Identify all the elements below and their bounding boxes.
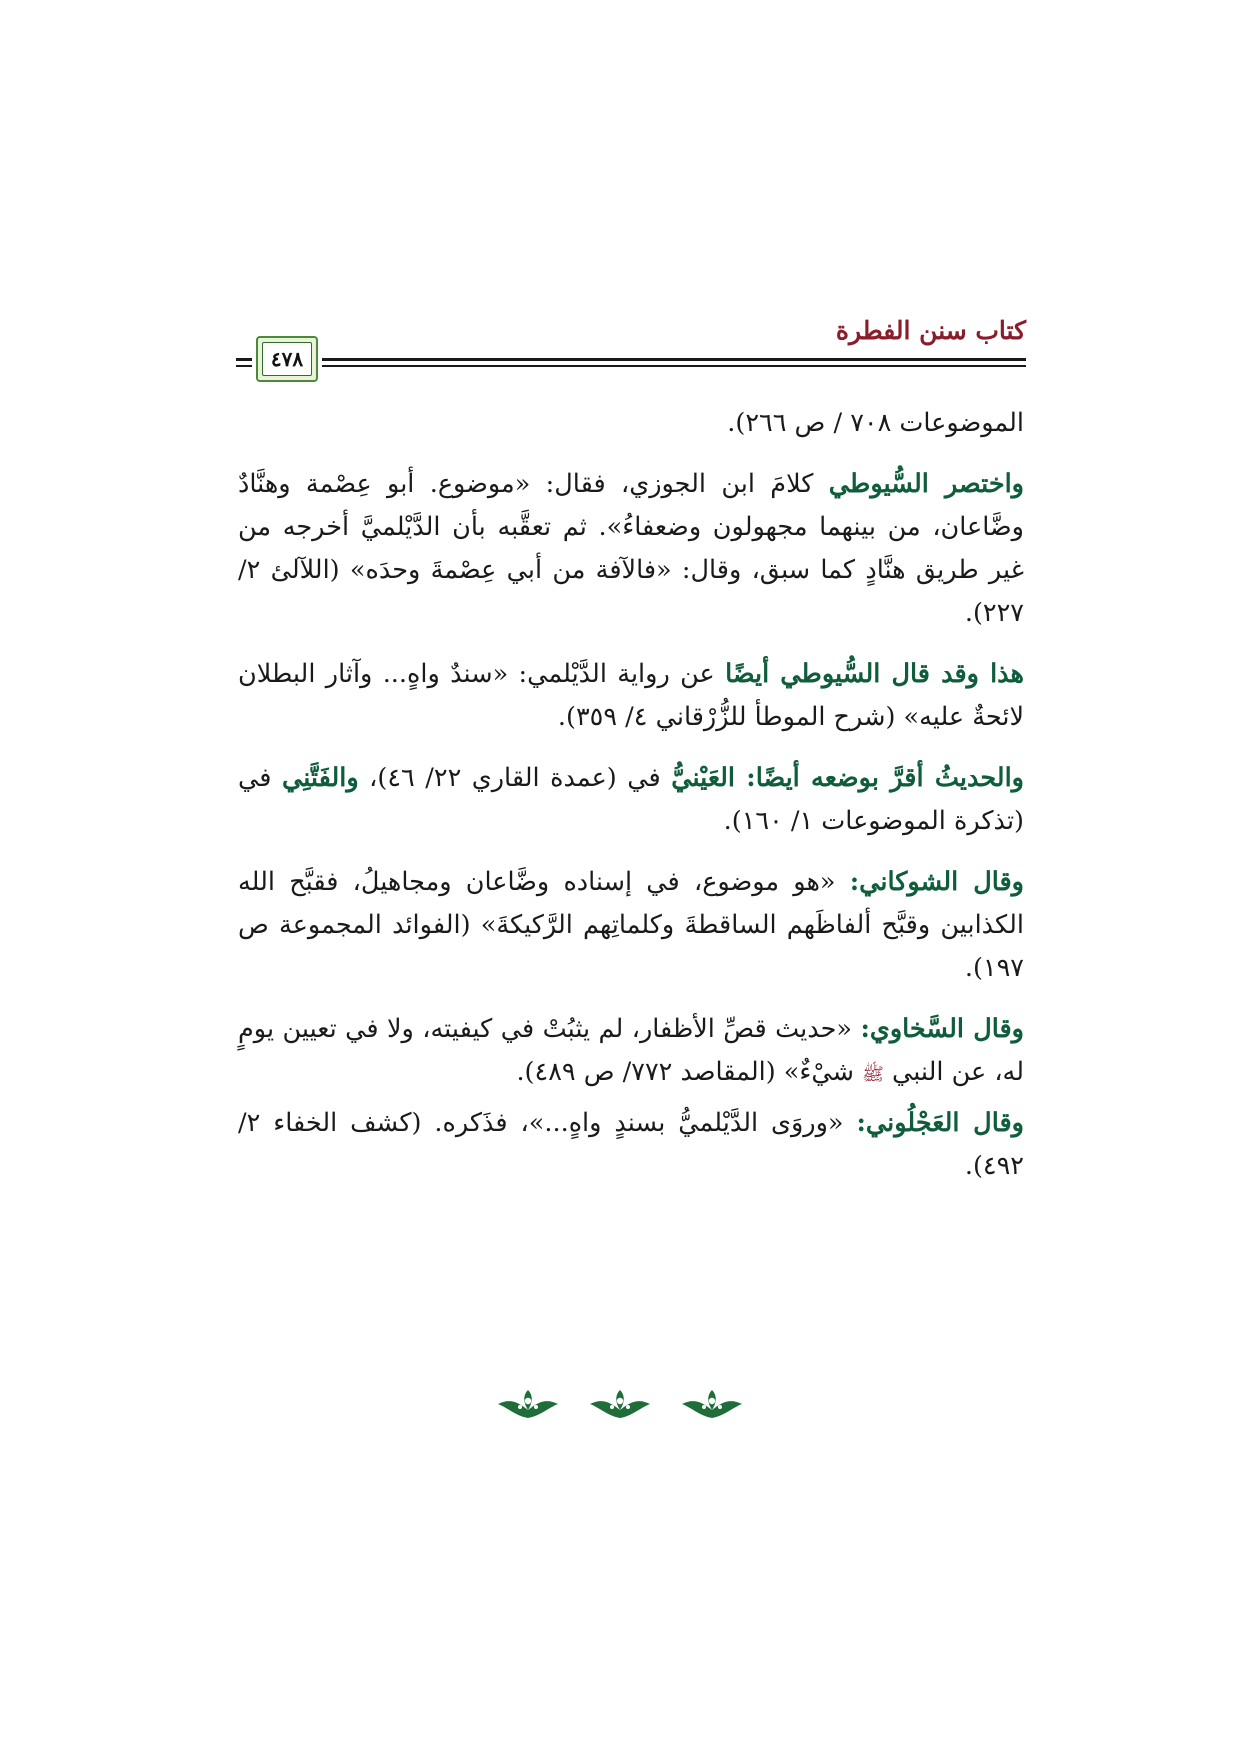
book-title: كتاب سنن الفطرة xyxy=(835,316,1026,345)
page-number-badge xyxy=(256,336,318,382)
floral-ornament-icon xyxy=(680,1388,744,1422)
section-divider xyxy=(0,1388,1240,1422)
text-run: «هو موضوع، في إسناده وضَّاعان ومجاهيلُ، فقبَّح الله الكذابين وقبَّح ألفاظَهم الساقطةَ وكلماتِهم الرَّكيكةَ» (الفوائد المجموعة ص ١٩٧). xyxy=(238,867,1024,983)
scholar-name: واختصر السُّيوطي xyxy=(828,469,1024,499)
scholar-name: والفَتَّنِي xyxy=(281,763,359,793)
text-run: «حديث قصِّ الأظفار، لم يثبُتْ في كيفيته، ولا في تعيين يومٍ له، عن النبي xyxy=(238,1014,1024,1087)
header-rule-stub-thick xyxy=(236,358,252,361)
header-rule-thick xyxy=(322,358,1026,361)
floral-ornament-icon xyxy=(496,1388,560,1422)
scholar-name: وقال السَّخاوي: xyxy=(860,1014,1024,1044)
scholar-name: وقال الشوكاني: xyxy=(849,867,1024,897)
page-body xyxy=(238,402,1024,1206)
salawat-honorific: ﷺ xyxy=(862,1064,884,1085)
paragraph xyxy=(238,653,1024,739)
paragraph xyxy=(238,861,1024,990)
paragraph xyxy=(238,402,1024,445)
header-rule-stub-thin xyxy=(236,365,252,367)
page-number: ٤٧٨ xyxy=(262,342,312,376)
text-run: كلامَ ابن الجوزي، فقال: «موضوع. أبو عِصْمة وهنَّادٌ وضَّاعان، من بينهما مجهولون وضعفاءُ». ثم تعقَّبه بأن الدَّيْلميَّ أخرجه من غير طريق هنَّادٍ كما سبق، وقال: «فالآفة من أبي عِصْمةَ وحدَه» (اللآلئ ٢/ ٢٢٧). xyxy=(238,469,1024,628)
text-run: في (عمدة القاري ٢٢/ ٤٦)، xyxy=(358,763,672,793)
text-run: شيْءٌ» (المقاصد ٧٧٢/ ص ٤٨٩). xyxy=(516,1057,863,1087)
text-run: الموضوعات ٧٠٨ / ص ٢٦٦). xyxy=(727,408,1024,438)
paragraph xyxy=(238,1102,1024,1188)
scholar-name: هذا وقد قال السُّيوطي أيضًا xyxy=(725,659,1025,689)
floral-ornament-icon xyxy=(588,1388,652,1422)
text-run: عن رواية الدَّيْلمي: «سندٌ واهٍ... وآثار البطلان لائحةٌ عليه» (شرح الموطأ للزُّرْقاني ٤/ ٣٥٩). xyxy=(238,659,1024,732)
paragraph xyxy=(238,1008,1024,1096)
paragraph xyxy=(238,757,1024,843)
paragraph xyxy=(238,463,1024,635)
page-header xyxy=(236,312,1026,384)
header-rule-thin xyxy=(322,365,1026,367)
text-run: في (تذكرة الموضوعات ١/ ١٦٠). xyxy=(238,763,1024,836)
scholar-name: وقال العَجْلُوني: xyxy=(856,1108,1024,1138)
text-run: «وروَى الدَّيْلميُّ بسندٍ واهٍ...»، فذَكره. (كشف الخفاء ٢/ ٤٩٢). xyxy=(238,1108,1024,1181)
scholar-name: والحديثُ أقرَّ بوضعه أيضًا: العَيْنيُّ xyxy=(671,763,1024,793)
